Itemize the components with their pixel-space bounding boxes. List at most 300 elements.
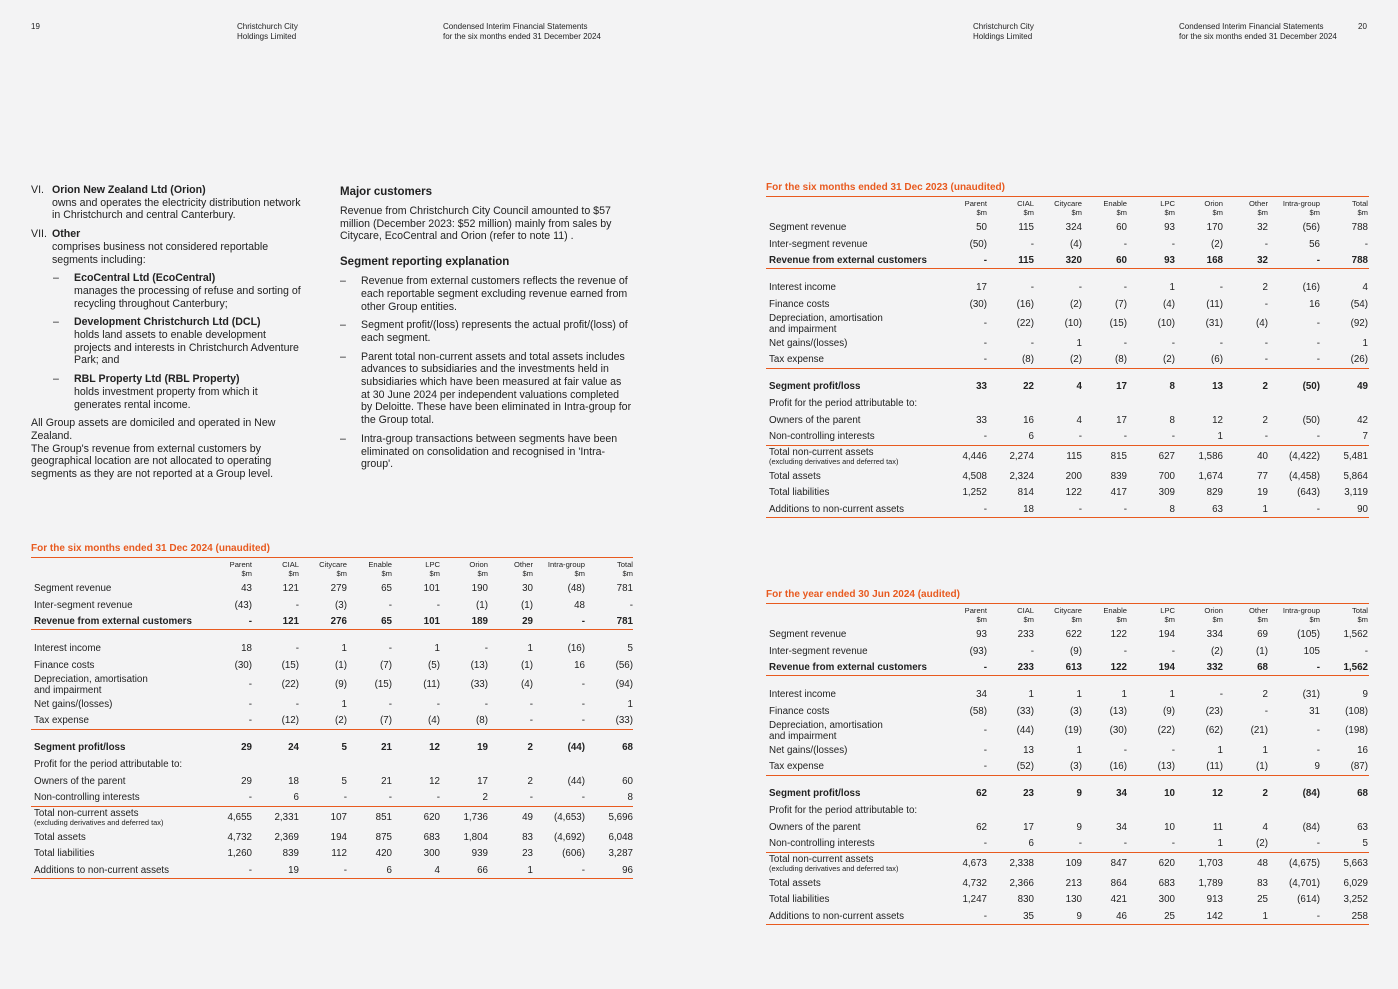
table-cell: 1,562 [1343,661,1368,673]
row-label [31,674,214,696]
table-cell: 4,673 [962,858,987,870]
row-label-text: Finance costs [769,706,830,718]
segment-descriptions [31,184,301,481]
table-cell: (23) [1205,706,1223,718]
table-cell: (58) [969,706,987,718]
table-row [766,236,1369,253]
table-cell: (11) [1206,299,1223,311]
row-spacer [766,676,1369,686]
column-header [1223,606,1268,624]
table-cell: (7) [380,660,392,672]
table-cell: 2 [527,742,533,754]
column-unit: $m [574,569,585,578]
row-label [31,742,214,753]
table-row [766,703,1369,720]
table-row [766,875,1369,892]
row-label-text: Segment profit/loss [769,788,861,800]
table-cell: 16 [1023,415,1034,427]
table-cell: 613 [1065,661,1082,673]
table-cell: 1 [527,643,533,655]
bullet-text: Segment profit/(loss) represents the actual profit/(loss) of each segment. [361,319,628,344]
table-cell: - [436,599,440,611]
table-cell: 830 [1017,894,1034,906]
table-cell: (5) [428,660,440,672]
table-cell: 170 [1206,221,1223,233]
table-row [766,485,1369,502]
row-label-text: Total non-current assets [769,447,874,459]
table-cell: 700 [1158,470,1175,482]
table-cell: 2,338 [1009,858,1034,870]
table-cell: (44) [567,742,585,754]
table-cell: - [1123,337,1127,349]
table-row [766,429,1369,446]
row-label [766,381,949,392]
table-row [766,819,1369,836]
table-cell: 10 [1164,822,1175,834]
table-cell: 2,369 [274,831,299,843]
table-cell: 8 [1169,381,1175,393]
table-cell: (16) [1016,299,1034,311]
table-cell: (87) [1350,761,1368,773]
row-label [31,865,214,876]
table-cell: 194 [1158,661,1175,673]
row-label [766,706,949,717]
table-cell: 9 [1076,822,1082,834]
row-label [766,354,949,365]
table-cell: 19 [1257,487,1268,499]
row-label [766,222,949,233]
table-cell: 34 [1116,788,1127,800]
table-cell: 90 [1357,503,1368,515]
column-unit: $m [381,569,392,578]
table-cell: (6) [1211,354,1223,366]
table-cell: 864 [1110,877,1127,889]
table-cell: 875 [375,831,392,843]
row-label-text: Finance costs [769,299,830,311]
row-label [31,808,214,827]
table-row [766,892,1369,909]
column-name: LPC [1160,199,1175,208]
table-cell: (105) [1297,628,1320,640]
table-cell: (11) [1206,761,1223,773]
left-statement-title [443,22,601,42]
column-unit: $m [976,208,987,217]
table-cell: 23 [1023,788,1034,800]
row-label [31,848,214,859]
domicile-paragraph: All Group assets are domiciled and operated in New Zealand. [31,417,276,442]
table-cell: 683 [423,831,440,843]
row-label [766,662,949,673]
row-label [766,415,949,426]
column-unit: $m [288,569,299,578]
table-cell: 1 [527,864,533,876]
table-cell: (8) [1022,354,1034,366]
table-title-jun-2024: For the year ended 30 Jun 2024 (audited) [766,589,960,600]
table-cell: 115 [1018,254,1034,266]
table-cell: 40 [1257,451,1268,463]
table-cell: (11) [423,679,440,691]
column-name: LPC [425,560,440,569]
column-unit: $m [1257,208,1268,217]
row-label-text: Total non-current assets [769,854,874,866]
table-cell: (15) [281,660,299,672]
table-cell: 69 [1257,628,1268,640]
column-header [1034,199,1082,217]
table-cell: - [295,698,299,710]
row-label-text: Depreciation, amortisation [769,312,883,324]
table-cell: 9 [1076,910,1082,922]
table-cell: 1 [1121,689,1127,701]
row-label-text: Non-controlling interests [769,838,875,850]
table-cell: 12 [1212,415,1223,427]
table-cell: 2 [1262,788,1268,800]
column-unit: $m [1357,208,1368,217]
bullet-text: Parent total non-current assets and total assets includes advances to subsidiaries and the investments held in subsidiaries which have been measured at fair value as at 30 June 2024 per independent valuations completed by Deloitte. These have been eliminated in Intra-group for the Group total. [361,350,632,427]
table-cell: 6 [1028,431,1034,443]
table-cell: (2) [335,715,347,727]
table-cell: (92) [1350,318,1368,330]
table-cell: (13) [470,660,488,672]
table-cell: 2 [1262,415,1268,427]
table-cell: - [1264,299,1268,311]
table-cell: (94) [615,679,633,691]
column-name: Parent [964,606,987,615]
table-cell: - [1030,282,1034,294]
company-line-2: Holdings Limited [973,32,1033,41]
table-cell: - [983,354,987,366]
table-cell: 21 [381,742,392,754]
table-cell: (2) [1211,238,1223,250]
table-cell: 68 [1257,661,1268,673]
column-header [1320,606,1368,624]
table-cell: 2,324 [1009,470,1034,482]
table-cell: 6,029 [1343,877,1368,889]
row-label-text: Total assets [34,831,86,843]
table-cell: - [248,698,252,710]
row-label [31,792,214,803]
table-cell: 1 [1262,910,1268,922]
table-cell: 24 [288,742,299,754]
bullet-item [340,275,632,313]
table-cell: 300 [423,848,440,860]
table-cell: 9 [1362,689,1368,701]
geography-paragraph: The Group's revenue from external customers by geographical location are not allocated to operating segments as they are not reported at a Group level. [31,442,274,481]
row-label-note: (excluding derivatives and deferred tax) [769,457,899,467]
table-cell: (4) [1163,299,1175,311]
table-cell: 65 [381,615,392,627]
column-unit: $m [1309,615,1320,624]
table-cell: 233 [1017,661,1034,673]
table-cell: (50) [1302,415,1320,427]
row-label [31,660,214,671]
row-label [31,759,214,770]
table-cell: - [1264,354,1268,366]
table-cell: 5,696 [608,812,633,824]
row-label-text: Interest income [769,689,836,701]
table-cell: (15) [374,679,392,691]
table-cell: (30) [969,299,987,311]
row-label [766,878,949,889]
table-cell: - [581,864,585,876]
table-cell: - [983,318,987,330]
table-cell: 29 [241,776,252,788]
table-cell: 32 [1257,254,1268,266]
table-cell: 35 [1023,910,1034,922]
table-cell: 1 [341,643,347,655]
table-cell: - [581,715,585,727]
table-cell: (4,701) [1288,877,1320,889]
column-header [533,560,585,578]
table-cell: 115 [1066,451,1082,463]
table-cell: 18 [241,643,252,655]
table-cell: 1 [1076,689,1082,701]
row-label-note: (excluding derivatives and deferred tax) [34,818,164,828]
table-cell: 22 [1023,381,1034,393]
table-cell: 93 [1164,221,1175,233]
row-label-note: (excluding derivatives and deferred tax) [769,864,899,874]
row-label [766,487,949,498]
table-cell: 17 [1116,415,1127,427]
table-cell: - [983,503,987,515]
column-header [252,560,299,578]
table-cell: 1,252 [962,487,987,499]
table-cell: 5 [1362,838,1368,850]
table-cell: 17 [976,282,987,294]
table-cell: 4 [1262,822,1268,834]
table-cell: - [343,792,347,804]
right-company-name [973,22,1034,42]
table-row [766,296,1369,313]
table-cell: 29 [522,615,533,627]
table-cell: (50) [1302,381,1320,393]
table-cell: (13) [1157,761,1175,773]
table-cell: 417 [1110,487,1127,499]
table-cell: 1,703 [1198,858,1223,870]
table-cell: - [1264,337,1268,349]
table-row [766,412,1369,429]
table-cell: (4) [1256,318,1268,330]
column-header [299,560,347,578]
table-cell: (21) [1250,725,1268,737]
table-cell: - [1123,431,1127,443]
table-cell: (614) [1297,894,1320,906]
table-cell: (4,653) [553,812,585,824]
table-cell: 4,732 [227,831,252,843]
table-cell: (2) [1070,354,1082,366]
column-header [214,560,252,578]
table-cell: 276 [330,615,347,627]
table-cell: 13 [1212,381,1223,393]
column-unit: $m [622,569,633,578]
table-cell: 29 [241,742,252,754]
row-label-text: Net gains/(losses) [34,698,113,710]
row-label-text: Revenue from external customers [769,661,927,673]
column-unit: $m [241,569,252,578]
table-cell: 5 [341,776,347,788]
table-cell: (13) [1109,706,1127,718]
table-cell: - [1030,645,1034,657]
column-name: Intra-group [547,560,585,569]
subitem-body: holds investment property from which it generates rental income. [74,385,258,411]
table-header-row [766,197,1369,219]
column-name: Intra-group [1282,199,1320,208]
column-header [392,560,440,578]
subitem-title: EcoCentral Ltd (EcoCentral) [74,272,216,285]
table-cell: 233 [1017,628,1034,640]
table-cell: 48 [1257,858,1268,870]
column-header [949,606,987,624]
table-cell: 43 [241,582,252,594]
table-row [31,657,633,674]
table-title-dec-2024: For the six months ended 31 Dec 2024 (unaudited) [31,543,270,554]
row-label-text: Additions to non-current assets [769,910,905,922]
table-cell: 33 [976,381,987,393]
row-label [766,689,949,700]
row-spacer [31,730,633,740]
table-cell: 627 [1158,451,1175,463]
table-cell: (30) [234,660,252,672]
row-label-text: Segment revenue [769,628,847,640]
table-cell: 4 [1362,282,1368,294]
table-cell: (33) [615,715,633,727]
table-cell: - [436,698,440,710]
column-header [1175,606,1223,624]
table-cell: - [581,792,585,804]
table-cell: 1,804 [463,831,488,843]
row-label-text: Revenue from external customers [34,615,192,627]
table-cell: - [1264,431,1268,443]
column-unit: $m [976,615,987,624]
row-label-text: Non-controlling interests [34,792,140,804]
table-cell: - [1316,744,1320,756]
table-cell: 17 [1116,381,1127,393]
table-cell: (56) [1302,221,1320,233]
table-cell: 1 [627,698,633,710]
table-cell: 7 [1362,431,1368,443]
table-cell: - [1171,431,1175,443]
right-statement-title [1179,22,1337,42]
table-cell: - [983,254,987,266]
table-cell: 16 [1357,744,1368,756]
table-row [31,862,633,879]
table-cell: 279 [330,582,347,594]
row-label [766,471,949,482]
table-cell: - [388,698,392,710]
table-row [31,713,633,730]
table-cell: 33 [976,415,987,427]
table-cell: 194 [330,831,347,843]
table-cell: (1) [1256,761,1268,773]
table-cell: (2) [1211,645,1223,657]
table-cell: 18 [288,776,299,788]
row-label-text: Depreciation, amortisation [34,673,148,685]
table-cell: 93 [1164,254,1175,266]
column-name: Total [1351,199,1368,208]
bullet-item [340,319,632,344]
table-cell: 62 [976,788,987,800]
table-cell: 213 [1065,877,1082,889]
column-name: Other [514,560,533,569]
statement-line-2: for the six months ended 31 December 2024 [443,32,601,41]
bullet-item [340,433,632,471]
table-cell: (4,458) [1288,470,1320,482]
column-name: Other [1249,606,1268,615]
major-customers-heading: Major customers [340,186,433,198]
table-cell: (50) [969,238,987,250]
table-row [31,674,633,696]
table-row [31,740,633,757]
table-cell: - [1316,354,1320,366]
table-cell: - [1171,238,1175,250]
table-cell: 101 [423,615,440,627]
item-title: Other [52,228,81,241]
table-cell: (31) [1205,318,1223,330]
table-cell: - [1316,503,1320,515]
table-cell: 189 [471,615,488,627]
row-label [766,838,949,849]
table-cell: - [983,725,987,737]
row-label [766,255,949,266]
row-spacer [766,269,1369,279]
segment-explanations [340,185,632,477]
table-row [766,660,1369,677]
table-cell: 1 [1262,503,1268,515]
table-cell: (8) [1115,354,1127,366]
table-row [766,468,1369,485]
row-label-text: Net gains/(losses) [769,337,848,349]
table-cell: 66 [477,864,488,876]
table-cell: 60 [622,776,633,788]
row-label-text: Total liabilities [34,848,95,860]
major-customers-body: Revenue from Christchurch City Council amounted to $57 million (December 2023: $52 million) mainly from sales by Citycare, EcoCentral and Orion (refer to note 11) . [340,205,612,243]
company-line-2: Holdings Limited [237,32,297,41]
table-cell: (22) [1157,725,1175,737]
table-cell: 4,655 [227,812,252,824]
table-cell: (1) [521,599,533,611]
table-cell: - [1219,689,1223,701]
row-label [766,338,949,349]
bullet-text: Revenue from external customers reflects the revenue of each reportable segment excluding revenue earned from other Group entities. [361,275,628,313]
column-unit: $m [1357,615,1368,624]
column-name: Total [616,560,633,569]
table-cell: (44) [567,776,585,788]
table-cell: 17 [477,776,488,788]
table-cell: - [295,599,299,611]
row-label-text-2: and impairment [769,323,837,335]
table-cell: 1 [1076,744,1082,756]
column-header [1175,199,1223,217]
table-cell: 60 [1116,254,1127,266]
row-label [766,299,949,310]
table-cell: 68 [622,742,633,754]
table-cell: - [983,910,987,922]
table-row [31,829,633,846]
row-label-text: Inter-segment revenue [769,645,868,657]
column-unit: $m [477,569,488,578]
table-cell: (19) [1064,725,1082,737]
table-cell: - [484,643,488,655]
table-row [766,853,1369,875]
table-cell: - [529,698,533,710]
table-cell: - [1219,337,1223,349]
row-label [766,504,949,515]
table-row [31,846,633,863]
item-number: VI. [31,184,44,196]
table-cell: (2) [1256,838,1268,850]
table-cell: (15) [1109,318,1127,330]
row-label-text-2: and impairment [34,684,102,696]
row-label-text: Owners of the parent [769,415,861,427]
